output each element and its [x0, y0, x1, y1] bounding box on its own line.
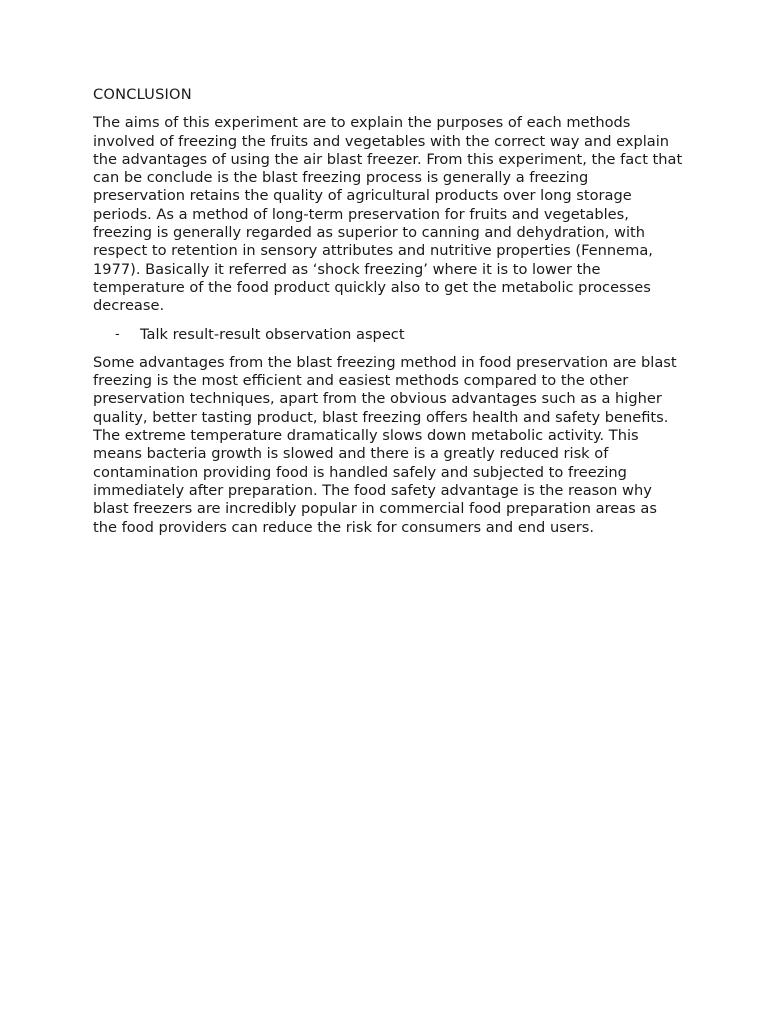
paragraph-aims: The aims of this experiment are to explain the purposes of each methods involved of freezing the fruits and vegetables with the correct way and explain the advantages of using the air blast freezer. From this experiment, the fact that can be conclude is the blast freezing process is generally a freezing preservation retains the quality of agricultural products over long storage periods. As a method of long-term preservation for fruits and vegetables, freezing is generally regarded as superior to canning and dehydration, with respect to retention in sensory attributes and nutritive properties (Fennema, 1977). Basically it referred as ‘shock freezing’ where it is to lower the temperature of the food product quickly also to get the metabolic processes decrease. [93, 114, 683, 315]
paragraph-advantages: Some advantages from the blast freezing method in food preservation are blast freezing is the most efficient and easiest methods compared to the other preservation techniques, apart from the obvious advantages such as a higher quality, better tasting product, blast freezing offers health and safety benefits. The extreme temperature dramatically slows down metabolic activity. This means bacteria growth is slowed and there is a greatly reduced risk of contamination providing food is handled safely and subjected to freezing immediately after preparation. The food safety advantage is the reason why blast freezers are incredibly popular in commercial food preparation areas as the food providers can reduce the risk for consumers and end users. [93, 353, 677, 536]
list-item [93, 326, 683, 344]
document-body [93, 86, 683, 547]
bullet-text: Talk result-result observation aspect [140, 325, 405, 343]
bullet-list [93, 326, 683, 344]
bullet-marker: - [115, 326, 120, 342]
section-heading: CONCLUSION [93, 86, 192, 103]
